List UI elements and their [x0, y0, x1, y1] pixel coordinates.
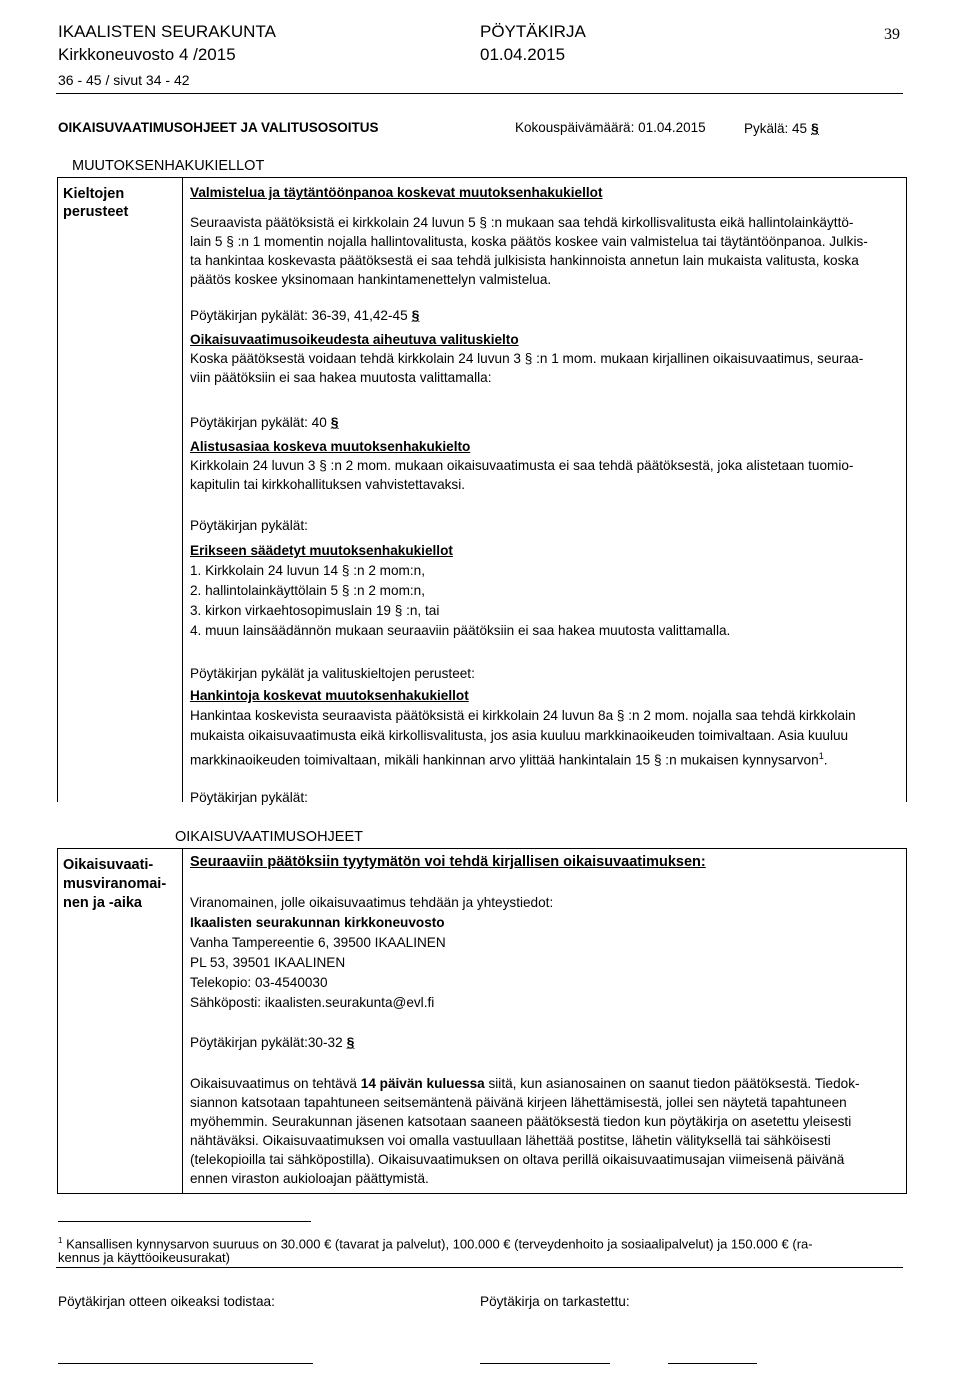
side-label-2: perusteet: [63, 204, 129, 220]
footer-rule: [56, 1267, 903, 1268]
para5-line3: [190, 747, 827, 770]
heading-alistus: Alistusasiaa koskeva muutoksenhakukielto: [190, 439, 471, 454]
oikaisu-side-1: Oikaisuvaati-: [63, 857, 154, 873]
box2-bottom: [57, 1193, 907, 1194]
doc-title: OIKAISUVAATIMUSOHJEET JA VALITUSOSOITUS: [58, 120, 379, 135]
pk5: Pöytäkirjan pykälät:: [190, 790, 308, 805]
para5-end: .: [823, 752, 828, 768]
box2-divider: [182, 848, 183, 1193]
box1-top: [57, 177, 907, 178]
list-item: 3. kirkon virkaehtosopimuslain 19 § :n, tai: [190, 603, 440, 618]
pk1-text: Pöytäkirjan pykälät: 36-39, 41,42-45: [190, 308, 408, 323]
footnote-rule: [58, 1221, 311, 1222]
time-line6: ennen viraston aukioloajan päättymistä.: [190, 1171, 429, 1186]
box2-top: [57, 848, 907, 849]
pk4: Pöytäkirjan pykälät ja valituskieltojen perusteet:: [190, 666, 475, 681]
address-po-box: PL 53, 39501 IKAALINEN: [190, 955, 346, 970]
section-mark: §: [346, 1034, 355, 1050]
para5-line3-text: markkinaoikeuden toimivaltaan, mikäli hankinnan arvo ylittää hankintalain 15 § :n mukaisen kynnysarvon: [190, 752, 819, 768]
pk3: Pöytäkirjan pykälät:: [190, 518, 308, 533]
box1-left: [57, 177, 58, 802]
signature-line: [480, 1363, 610, 1364]
para2-line2: viin päätöksiin ei saa hakea muutosta valittamalla:: [190, 370, 492, 385]
oikaisu-heading: OIKAISUVAATIMUSOHJEET: [175, 829, 363, 845]
heading-valmistelu: Valmistelua ja täytäntöönpanoa koskevat muutoksenhakukiellot: [190, 185, 603, 200]
oikaisu-side-3: nen ja -aika: [63, 895, 142, 911]
footnote-number: 1: [58, 1236, 63, 1245]
para5-line1: Hankintaa koskevista seuraavista päätöksistä ei kirkkolain 24 luvun 8a § :n 2 mom. nojalla saa tehdä kirkkolain: [190, 708, 856, 723]
meeting-date-label: Kokouspäivämäärä: 01.04.2015: [515, 120, 706, 135]
oikaisu-title: Seuraaviin päätöksiin tyytymätön voi tehdä kirjallisen oikaisuvaatimuksen:: [190, 854, 706, 870]
section-mark: §: [330, 414, 339, 430]
time-line1: [190, 1075, 860, 1094]
sections-range: 36 - 45 / sivut 34 - 42: [58, 72, 190, 88]
signature-left-label: Pöytäkirjan otteen oikeaksi todistaa:: [58, 1294, 275, 1309]
box2-right: [906, 848, 907, 1193]
org-name: IKAALISTEN SEURAKUNTA: [58, 22, 276, 41]
para1-line2: lain 5 § :n 1 momentin nojalla hallintovalitusta, koska päätös koskee vain valmistelua tai täytäntöönpanoa. Julkis-: [190, 234, 868, 249]
header-rule: [56, 93, 903, 94]
pk2-text: Pöytäkirjan pykälät: 40: [190, 415, 327, 430]
doc-type: PÖYTÄKIRJA: [480, 22, 586, 41]
time-line4: nähtäväksi. Oikaisuvaatimuksen voi omalla vastuullaan lähettää postitse, lähetin välityksellä tai sähköisesti: [190, 1133, 831, 1148]
time-text-c: siitä, kun asianosainen on saanut tiedon päätöksestä. Tiedok-: [484, 1076, 860, 1091]
authority-name: Ikaalisten seurakunnan kirkkoneuvosto: [190, 915, 445, 930]
section-label: [744, 120, 819, 136]
signature-line: [668, 1363, 757, 1364]
pk2: [190, 413, 339, 433]
para1-line3: ta hankintaa koskevasta päätöksestä ei saa tehdä julkisista hankinnoista annetun lain mukaista valitusta, koska: [190, 253, 859, 268]
signature-line: [58, 1363, 313, 1364]
fax: Telekopio: 03-4540030: [190, 975, 328, 990]
footnote-line2: kennus ja käyttöoikeusurakat): [58, 1250, 230, 1265]
footnote-line1: Kansallisen kynnysarvon suuruus on 30.000 € (tavarat ja palvelut), 100.000 € (terveydenhoito ja sosiaalipalvelut) ja 150.000 € (ra-: [66, 1236, 813, 1252]
section-mark: §: [811, 120, 819, 136]
list-item: 2. hallintolainkäyttölain 5 § :n 2 mom:n,: [190, 583, 426, 598]
para1-line1: Seuraavista päätöksistä ei kirkkolain 24 luvun 5 § :n mukaan saa tehdä kirkollisvalitusta eikä hallintolainkäyttö-: [190, 215, 854, 230]
email: Sähköposti: ikaalisten.seurakunta@evl.fi: [190, 995, 435, 1010]
para1-line4: päätös koskee yksinomaan hankintamenettelyn valmistelua.: [190, 272, 552, 287]
para3-line2: kapitulin tai kirkkohallituksen vahvistettavaksi.: [190, 477, 466, 492]
heading-oikaisuvaatimusoikeus: Oikaisuvaatimusoikeudesta aiheutuva valituskielto: [190, 332, 519, 347]
box2-left: [57, 848, 58, 1193]
page-number: 39: [884, 26, 900, 43]
box1-right: [906, 177, 907, 802]
pk1: [190, 306, 419, 326]
signature-right-label: Pöytäkirja on tarkastettu:: [480, 1294, 630, 1309]
para3-line1: Kirkkolain 24 luvun 3 § :n 2 mom. mukaan oikaisuvaatimusta ei saa tehdä päätöksestä, joka alistetaan tuomio-: [190, 458, 854, 473]
meeting-date: 01.04.2015: [480, 45, 566, 64]
muutoksenhaku-heading: MUUTOKSENHAKUKIELLOT: [72, 158, 265, 174]
para5-line2: mukaista oikaisuvaatimusta eikä kirkollisvalitusta, jos asia kuuluu markkinaoikeuden toimivaltaan. Asia kuuluu: [190, 728, 849, 743]
oikaisu-side-2: musviranomai-: [63, 876, 167, 892]
oikaisu-pk-text: Pöytäkirjan pykälät:30-32: [190, 1035, 343, 1050]
side-label-1: Kieltojen: [63, 186, 125, 202]
time-line3: myöhemmin. Seurakunnan jäsenen katsotaan saaneen päätöksestä tiedon kun pöytäkirja on asetettu yleisesti: [190, 1114, 852, 1129]
footnote-ref[interactable]: 1: [818, 751, 824, 761]
list-item: 4. muun lainsäädännön mukaan seuraaviin päätöksiin ei saa hakea muutosta valittamalla.: [190, 623, 731, 638]
box1-divider: [182, 177, 183, 802]
time-line5: (telekopioilla tai sähköpostilla). Oikaisuvaatimuksen on oltava perillä oikaisuvaatimusajan viimeisenä päivänä: [190, 1152, 845, 1167]
section-number: Pykälä: 45: [744, 121, 808, 136]
list-item: 1. Kirkkolain 24 luvun 14 § :n 2 mom:n,: [190, 563, 425, 578]
address-street: Vanha Tampereentie 6, 39500 IKAALINEN: [190, 935, 446, 950]
time-line2: siannon katsotaan tapahtuneen seitsemäntenä päivänä kirjeen lähettämisestä, jollei sen näytetä tapahtuneen: [190, 1095, 847, 1110]
time-text-a: Oikaisuvaatimus on tehtävä: [190, 1076, 361, 1091]
heading-hankinnat: Hankintoja koskevat muutoksenhakukiellot: [190, 688, 469, 703]
authority-intro: Viranomainen, jolle oikaisuvaatimus tehdään ja yhteystiedot:: [190, 895, 554, 910]
deadline: 14 päivän kuluessa: [360, 1076, 485, 1091]
heading-erikseen: Erikseen säädetyt muutoksenhakukiellot: [190, 543, 453, 558]
section-mark: §: [411, 307, 420, 323]
para2-line1: Koska päätöksestä voidaan tehdä kirkkolain 24 luvun 3 § :n 1 mom. mukaan kirjallinen oikaisuvaatimus, seuraa-: [190, 351, 864, 366]
meeting-name: Kirkkoneuvosto 4 /2015: [58, 45, 236, 64]
oikaisu-pk: [190, 1033, 354, 1053]
